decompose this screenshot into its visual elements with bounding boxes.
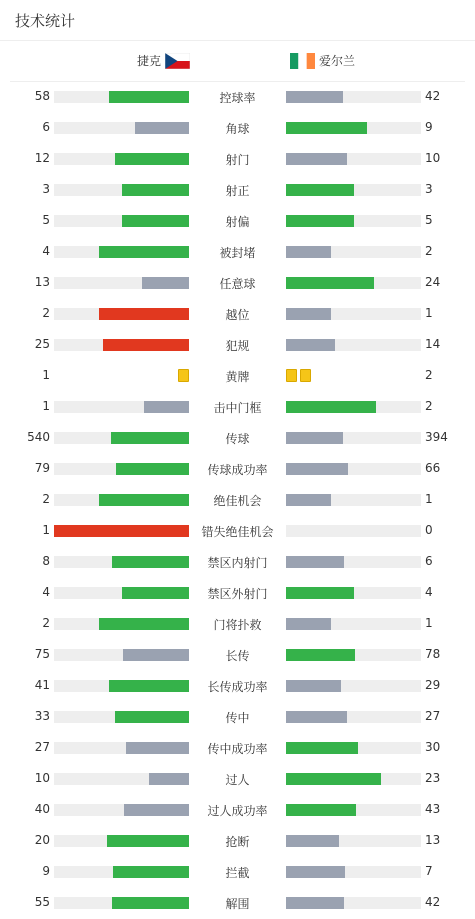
away-value: 1 (425, 616, 433, 630)
stat-row (0, 794, 475, 825)
home-bar-track (54, 432, 189, 444)
home-value: 10 (34, 771, 50, 785)
yellow-card-icon (300, 369, 311, 382)
stat-row (0, 515, 475, 546)
stat-row (0, 887, 475, 918)
team-header-row (10, 41, 465, 82)
home-bar-track (54, 246, 189, 258)
away-bar-fill (286, 246, 331, 258)
home-value: 2 (42, 616, 50, 630)
home-bar-fill (109, 91, 189, 103)
away-value: 3 (425, 182, 433, 196)
home-bar-fill (144, 401, 189, 413)
home-bar-track (54, 401, 189, 413)
away-bar-track (286, 835, 421, 847)
home-bar-fill (99, 494, 189, 506)
home-bar-track (54, 339, 189, 351)
away-bar-track (286, 897, 421, 909)
home-bar-track (54, 835, 189, 847)
away-bar-fill (286, 556, 344, 568)
stat-label: 传球成功率 (207, 463, 268, 477)
stat-label: 犯规 (225, 339, 250, 353)
home-value: 79 (34, 461, 50, 475)
away-bar-fill (286, 153, 347, 165)
home-bar-track (54, 91, 189, 103)
stat-label: 射正 (225, 184, 250, 198)
home-bar-track (54, 525, 189, 537)
home-bar-fill (116, 463, 189, 475)
away-value: 5 (425, 213, 433, 227)
away-bar-fill (286, 773, 381, 785)
home-bar-track (54, 866, 189, 878)
away-bar-fill (286, 897, 344, 909)
away-team-name: 爱尔兰 (319, 54, 356, 68)
away-bar-fill (286, 866, 345, 878)
away-bar-fill (286, 122, 367, 134)
home-value: 55 (34, 895, 50, 909)
stat-row (0, 701, 475, 732)
away-bar-fill (286, 339, 335, 351)
home-bar-fill (135, 122, 189, 134)
away-team (290, 52, 355, 69)
home-bar-fill (115, 153, 189, 165)
away-bar-fill (286, 587, 354, 599)
away-bar-track (286, 122, 421, 134)
away-value: 30 (425, 740, 441, 754)
away-value: 29 (425, 678, 441, 692)
away-value: 7 (425, 864, 433, 878)
home-bar-fill (149, 773, 190, 785)
home-yellow-cards (178, 369, 189, 382)
home-bar-track (54, 153, 189, 165)
home-bar-track (54, 215, 189, 227)
home-bar-track (54, 804, 189, 816)
stat-row (0, 360, 475, 391)
home-value: 2 (42, 492, 50, 506)
home-bar-fill (107, 835, 189, 847)
home-bar-fill (109, 680, 189, 692)
czech-flag-icon (165, 53, 190, 69)
stat-row (0, 763, 475, 794)
home-bar-fill (122, 215, 190, 227)
stat-label: 传中成功率 (207, 742, 268, 756)
home-bar-fill (142, 277, 189, 289)
home-value: 27 (34, 740, 50, 754)
home-value: 75 (34, 647, 50, 661)
away-bar-track (286, 308, 421, 320)
away-value: 43 (425, 802, 441, 816)
home-bar-fill (122, 587, 190, 599)
home-bar-fill (122, 184, 190, 196)
home-bar-track (54, 308, 189, 320)
stat-label: 传球 (225, 432, 250, 446)
home-team-name: 捷克 (136, 54, 161, 68)
stat-row (0, 825, 475, 856)
away-bar-track (286, 432, 421, 444)
away-bar-fill (286, 463, 348, 475)
stat-row (0, 236, 475, 267)
away-value: 394 (425, 430, 448, 444)
stat-row (0, 856, 475, 887)
stat-row (0, 391, 475, 422)
home-bar-track (54, 494, 189, 506)
stat-row (0, 608, 475, 639)
away-bar-track (286, 339, 421, 351)
home-value: 1 (42, 523, 50, 537)
away-value: 0 (425, 523, 433, 537)
home-team (137, 52, 190, 69)
away-bar-fill (286, 215, 354, 227)
away-bar-track (286, 711, 421, 723)
away-bar-fill (286, 494, 331, 506)
home-bar-track (54, 742, 189, 754)
home-value: 13 (34, 275, 50, 289)
away-bar-fill (286, 835, 339, 847)
away-value: 2 (425, 399, 433, 413)
home-value: 5 (42, 213, 50, 227)
away-bar-track (286, 866, 421, 878)
away-bar-fill (286, 308, 331, 320)
home-value: 4 (42, 244, 50, 258)
away-bar-fill (286, 184, 354, 196)
home-bar-fill (54, 525, 189, 537)
away-value: 2 (425, 244, 433, 258)
stat-label: 黄牌 (225, 370, 250, 384)
stat-row (0, 484, 475, 515)
home-value: 6 (42, 120, 50, 134)
away-value: 27 (425, 709, 441, 723)
stat-label: 长传成功率 (207, 680, 268, 694)
away-value: 42 (425, 89, 441, 103)
home-value: 9 (42, 864, 50, 878)
stat-label: 角球 (225, 122, 250, 136)
away-value: 6 (425, 554, 433, 568)
stat-row (0, 112, 475, 143)
stat-label: 禁区内射门 (207, 556, 268, 570)
away-bar-fill (286, 680, 341, 692)
away-bar-track (286, 246, 421, 258)
away-value: 24 (425, 275, 441, 289)
home-value: 3 (42, 182, 50, 196)
home-bar-track (54, 680, 189, 692)
home-bar-track (54, 556, 189, 568)
stat-label: 门将扑救 (213, 618, 262, 632)
home-bar-fill (99, 618, 189, 630)
stat-label: 控球率 (219, 91, 256, 105)
home-bar-fill (115, 711, 189, 723)
home-value: 40 (34, 802, 50, 816)
away-value: 78 (425, 647, 441, 661)
away-bar-track (286, 494, 421, 506)
home-bar-fill (99, 246, 189, 258)
stat-label: 禁区外射门 (207, 587, 268, 601)
away-bar-fill (286, 618, 331, 630)
home-bar-fill (113, 866, 189, 878)
away-bar-track (286, 153, 421, 165)
home-bar-fill (111, 432, 189, 444)
away-value: 42 (425, 895, 441, 909)
home-bar-fill (103, 339, 189, 351)
stat-row (0, 422, 475, 453)
home-bar-fill (112, 556, 189, 568)
home-value: 4 (42, 585, 50, 599)
ireland-flag-icon (290, 53, 315, 69)
stat-row (0, 546, 475, 577)
home-value: 540 (27, 430, 50, 444)
home-value: 2 (42, 306, 50, 320)
away-bar-track (286, 742, 421, 754)
away-bar-track (286, 649, 421, 661)
away-bar-fill (286, 432, 343, 444)
away-bar-track (286, 401, 421, 413)
away-value: 23 (425, 771, 441, 785)
away-bar-track (286, 215, 421, 227)
away-bar-fill (286, 804, 356, 816)
stat-row (0, 205, 475, 236)
away-value: 1 (425, 492, 433, 506)
home-bar-track (54, 463, 189, 475)
page-title: 技术统计 (15, 11, 76, 30)
away-bar-fill (286, 711, 347, 723)
away-bar-track (286, 587, 421, 599)
stat-label: 过人 (225, 773, 250, 787)
away-bar-track (286, 773, 421, 785)
home-bar-fill (123, 649, 189, 661)
home-bar-track (54, 122, 189, 134)
stat-row (0, 81, 475, 112)
away-bar-track (286, 277, 421, 289)
away-yellow-cards (286, 369, 311, 382)
stat-row (0, 143, 475, 174)
yellow-card-icon (286, 369, 297, 382)
stat-row (0, 732, 475, 763)
stat-row (0, 639, 475, 670)
away-bar-track (286, 680, 421, 692)
stat-row (0, 174, 475, 205)
section-header (0, 0, 475, 41)
home-value: 8 (42, 554, 50, 568)
home-value: 1 (42, 368, 50, 382)
home-bar-fill (112, 897, 189, 909)
home-value: 12 (34, 151, 50, 165)
stat-label: 绝佳机会 (213, 494, 262, 508)
away-bar-fill (286, 649, 355, 661)
stat-label: 错失绝佳机会 (201, 525, 274, 539)
home-bar-track (54, 773, 189, 785)
away-value: 9 (425, 120, 433, 134)
stat-label: 拦截 (225, 866, 250, 880)
stat-label: 传中 (225, 711, 250, 725)
away-value: 4 (425, 585, 433, 599)
home-value: 1 (42, 399, 50, 413)
away-bar-fill (286, 277, 374, 289)
home-bar-fill (99, 308, 189, 320)
away-bar-fill (286, 91, 343, 103)
away-bar-fill (286, 742, 358, 754)
stat-row (0, 298, 475, 329)
away-bar-track (286, 463, 421, 475)
away-value: 1 (425, 306, 433, 320)
stat-label: 射门 (225, 153, 250, 167)
home-bar-fill (124, 804, 189, 816)
stat-label: 解围 (225, 897, 250, 911)
stat-row (0, 577, 475, 608)
stat-label: 射偏 (225, 215, 250, 229)
stat-row (0, 670, 475, 701)
away-bar-track (286, 91, 421, 103)
stat-label: 越位 (225, 308, 250, 322)
stat-row (0, 267, 475, 298)
away-value: 13 (425, 833, 441, 847)
stat-label: 抢断 (225, 835, 250, 849)
home-bar-fill (126, 742, 189, 754)
home-bar-track (54, 649, 189, 661)
home-bar-track (54, 711, 189, 723)
stat-label: 长传 (225, 649, 250, 663)
stat-row (0, 329, 475, 360)
away-bar-track (286, 618, 421, 630)
stats-list (0, 81, 475, 918)
home-value: 25 (34, 337, 50, 351)
home-value: 41 (34, 678, 50, 692)
away-bar-track (286, 184, 421, 196)
home-value: 20 (34, 833, 50, 847)
away-value: 14 (425, 337, 441, 351)
home-bar-track (54, 897, 189, 909)
home-bar-track (54, 184, 189, 196)
stat-label: 击中门框 (213, 401, 262, 415)
away-bar-track (286, 804, 421, 816)
home-value: 58 (34, 89, 50, 103)
away-value: 10 (425, 151, 441, 165)
home-bar-track (54, 618, 189, 630)
home-value: 33 (34, 709, 50, 723)
stat-label: 被封堵 (219, 246, 256, 260)
away-bar-fill (286, 401, 376, 413)
home-bar-track (54, 587, 189, 599)
stat-row (0, 453, 475, 484)
away-value: 66 (425, 461, 441, 475)
away-bar-track (286, 556, 421, 568)
stat-label: 任意球 (219, 277, 256, 291)
yellow-card-icon (178, 369, 189, 382)
away-bar-track (286, 525, 421, 537)
home-bar-track (54, 277, 189, 289)
stat-label: 过人成功率 (207, 804, 268, 818)
away-value: 2 (425, 368, 433, 382)
